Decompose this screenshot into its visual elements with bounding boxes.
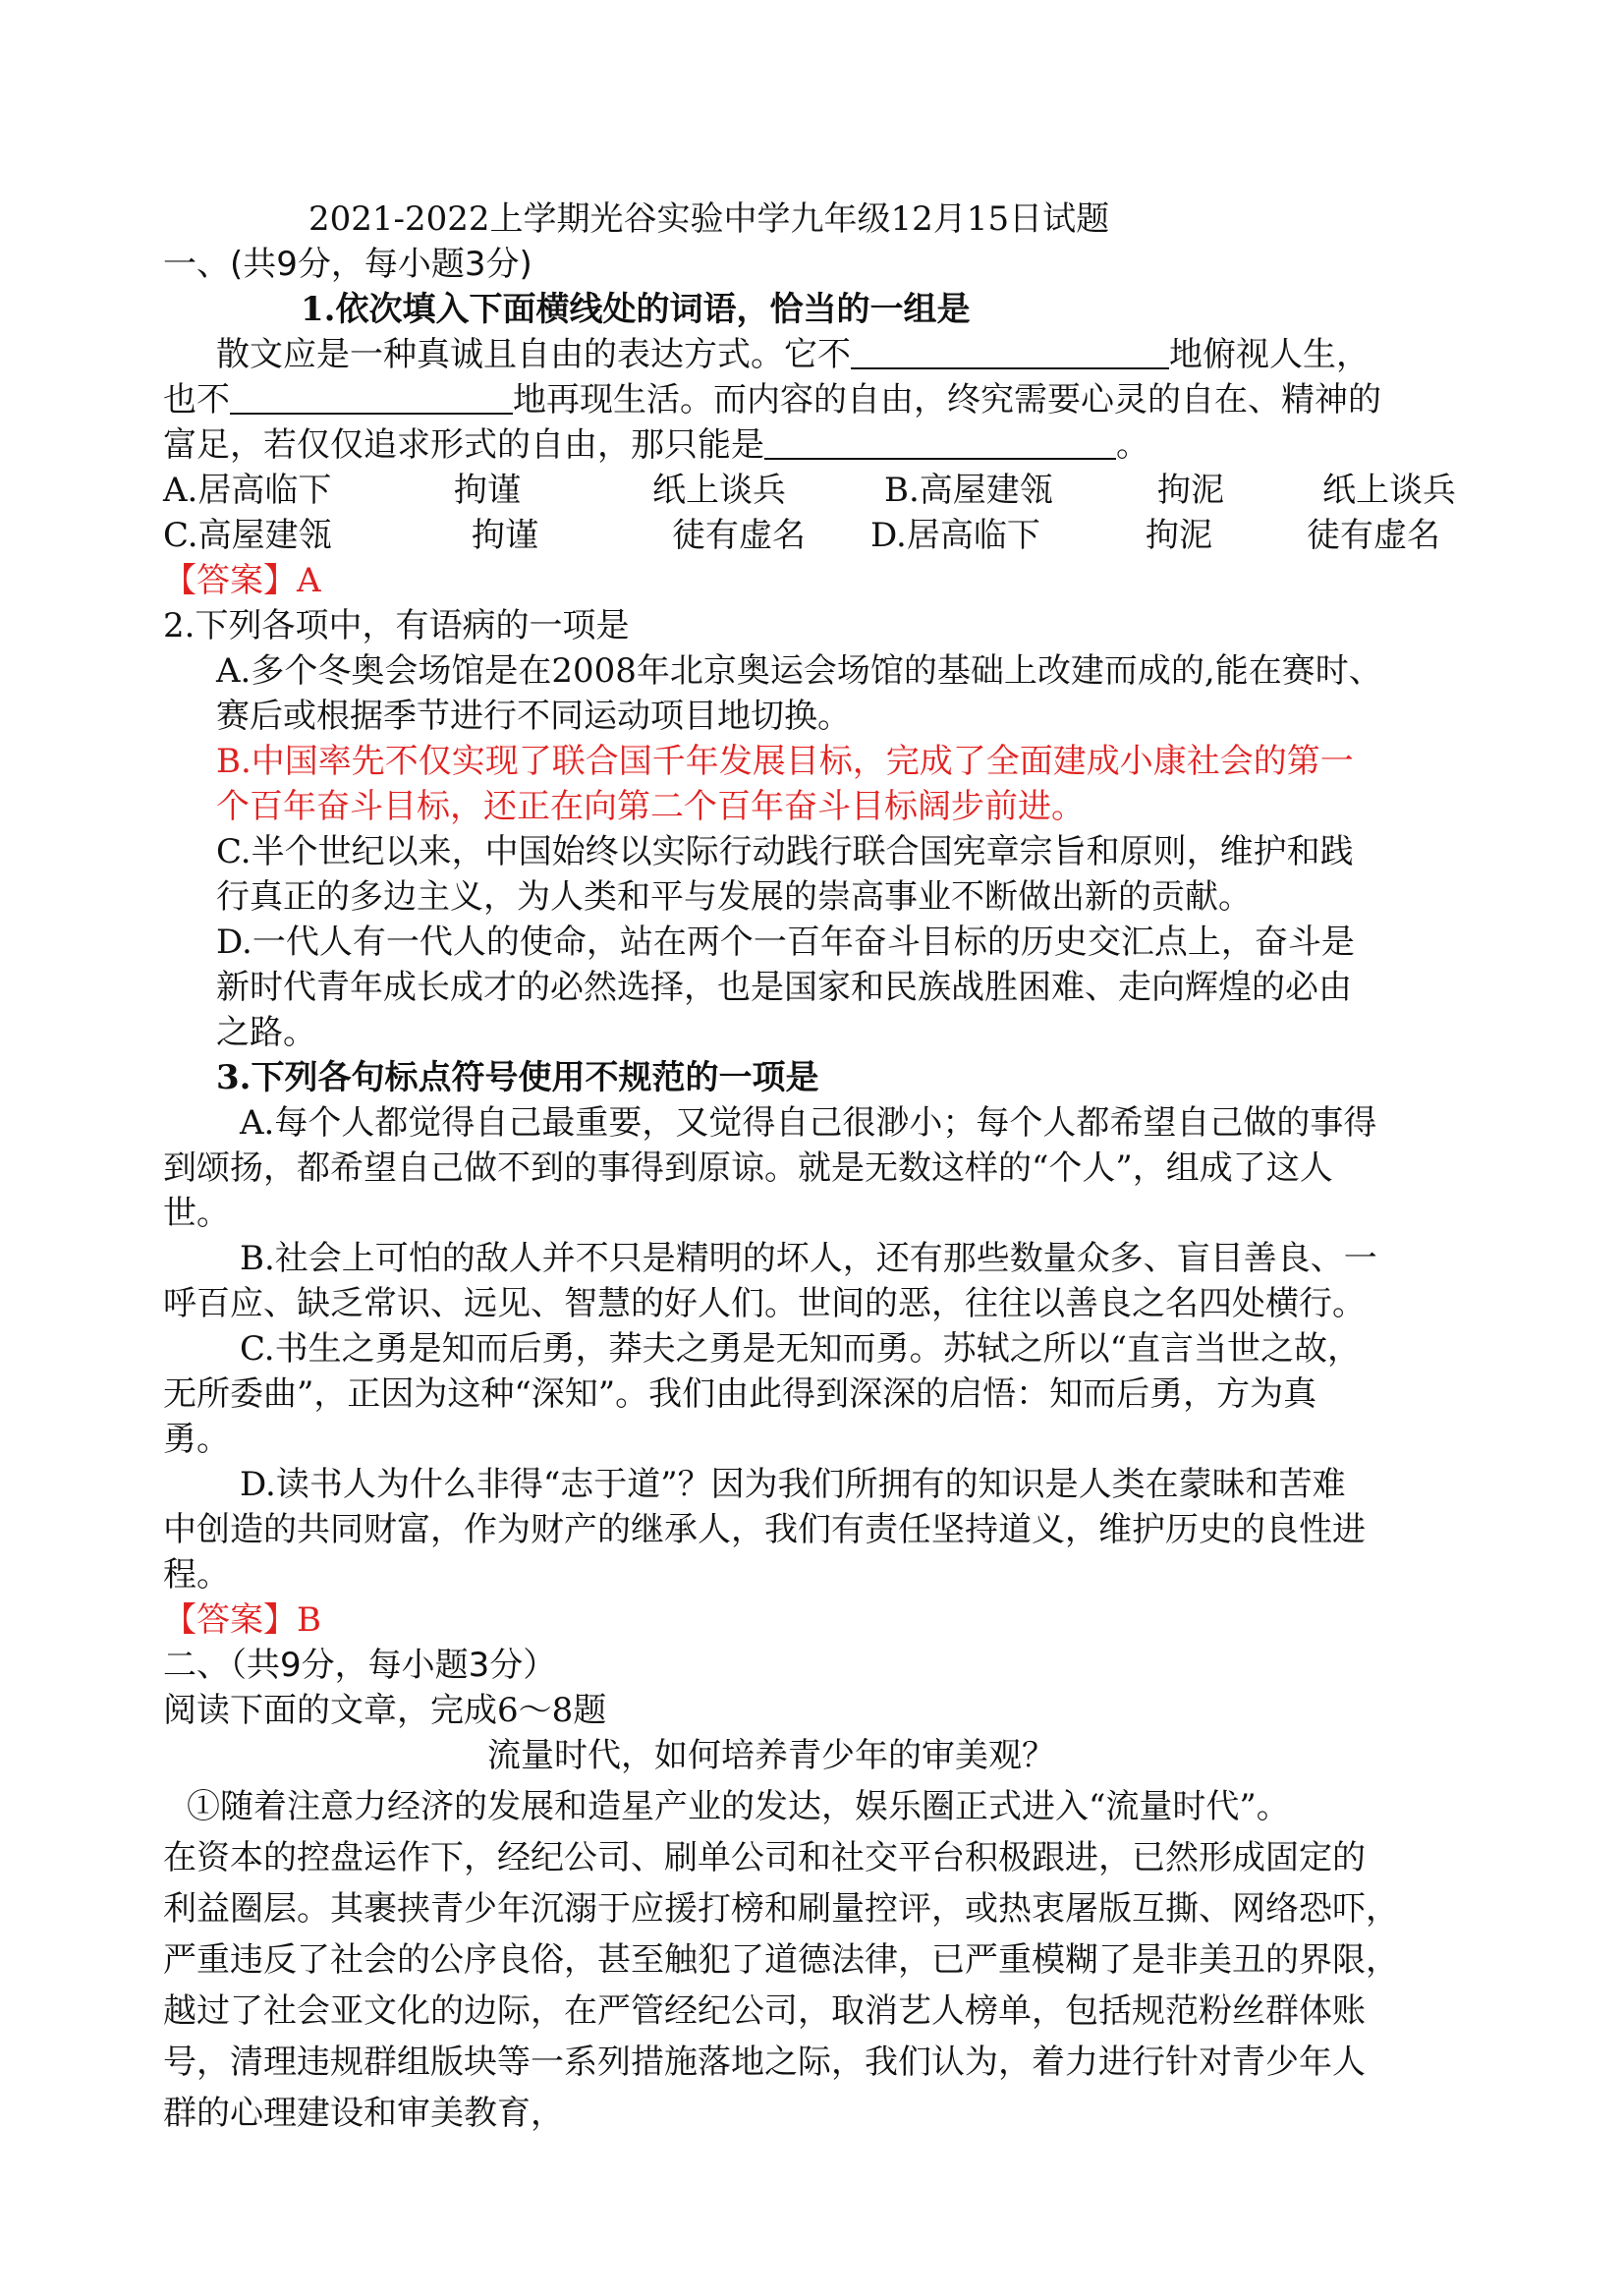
q2-option-a-line: 赛后或根据季节进行不同运动项目地切换。 (216, 697, 851, 736)
q3-option-d-line: 中创造的共同财富，作为财产的继承人，我们有责任坚持道义，维护历史的良性进 (163, 1510, 1366, 1549)
article-line: 越过了社会亚文化的边际，在严管经纪公司，取消艺人榜单，包括规范粉丝群体账 (163, 1991, 1366, 2031)
page-title: 2021-2022上学期光谷实验中学九年级12月15日试题 (308, 199, 1110, 239)
q1-option-c-word-1: C.高屋建瓴 (163, 516, 332, 555)
q2-option-d-line: 新时代青年成长成才的必然选择，也是国家和民族战胜困难、走向辉煌的必由 (216, 968, 1352, 1007)
q2-stem: 2.下列各项中，有语病的一项是 (163, 606, 630, 645)
q1-passage-text: 富足，若仅仅追求形式的自由，那只能是 (163, 425, 764, 465)
q1-blank-1[interactable] (851, 336, 1169, 369)
q1-option-b-word-1: B.高屋建瓴 (884, 471, 1053, 510)
q1-option-a-word-3: 纸上谈兵 (652, 471, 786, 510)
q3-option-b-line: 呼百应、缺乏常识、远见、智慧的好人们。世间的恶，往往以善良之名四处横行。 (163, 1284, 1366, 1323)
q1-passage-text: 地俯视人生， (1169, 335, 1370, 374)
q1-passage-text: 地再现生活。而内容的自由，终究需要心灵的自在、精神的 (513, 380, 1381, 420)
q1-option-c-word-2: 拘谨 (472, 516, 538, 555)
q2-option-b-line: 个百年奋斗目标，还正在向第二个百年奋斗目标阔步前进。 (216, 787, 1085, 826)
q1-passage-line-1 (216, 332, 1370, 377)
section-1-header: 一、(共9分，每小题3分) (163, 245, 532, 284)
q2-option-d-line: D.一代人有一代人的使命，站在两个一百年奋斗目标的历史交汇点上，奋斗是 (216, 923, 1355, 962)
q1-blank-2[interactable] (230, 381, 513, 415)
q1-option-a-word-1: A.居高临下 (163, 471, 332, 510)
q3-option-c-line: 勇。 (163, 1420, 230, 1459)
q3-option-c-line: 无所委曲”，正因为这种“深知”。我们由此得到深深的启悟：知而后勇，方为真 (163, 1374, 1317, 1414)
q1-answer: 【答案】A (163, 561, 321, 600)
q3-option-b-line: B.社会上可怕的敌人并不只是精明的坏人，还有那些数量众多、盲目善良、一 (240, 1239, 1377, 1278)
q1-passage-text: 散文应是一种真诚且自由的表达方式。它不 (216, 335, 851, 374)
article-line: ①随着注意力经济的发展和造星产业的发达，娱乐圈正式进入“流量时代”。 (187, 1787, 1290, 1826)
q1-passage-text: 。 (1116, 425, 1149, 465)
q1-option-b-word-2: 拘泥 (1157, 471, 1224, 510)
q3-option-d-line: D.读书人为什么非得“志于道”？因为我们所拥有的知识是人类在蒙昧和苦难 (240, 1465, 1346, 1504)
article-line: 在资本的控盘运作下，经纪公司、刷单公司和社交平台积极跟进，已然形成固定的 (163, 1838, 1366, 1877)
q2-option-a-line: A.多个冬奥会场馆是在2008年北京奥运会场馆的基础上改建而成的,能在赛时、 (216, 651, 1382, 691)
q1-option-d-word-1: D.居高临下 (870, 516, 1040, 555)
q3-answer: 【答案】B (163, 1600, 321, 1640)
article-line: 利益圈层。其裹挟青少年沉溺于应援打榜和刷量控评，或热衷屠版互撕、网络恐吓， (163, 1889, 1399, 1929)
q2-option-c-line: 行真正的多边主义，为人类和平与发展的崇高事业不断做出新的贡献。 (216, 877, 1252, 917)
article-line: 号，清理违规群组版块等一系列措施落地之际，我们认为，着力进行针对青少年人 (163, 2043, 1366, 2082)
q3-option-d-line: 程。 (163, 1555, 230, 1595)
q3-option-a-line: A.每个人都觉得自己最重要，又觉得自己很渺小；每个人都希望自己做的事得 (240, 1103, 1377, 1143)
q3-option-a-line: 世。 (163, 1194, 230, 1233)
q2-option-d-line: 之路。 (216, 1013, 316, 1052)
q1-option-a-word-2: 拘谨 (454, 471, 521, 510)
q1-stem: 1.依次填入下面横线处的词语，恰当的一组是 (301, 290, 971, 329)
article-line: 群的心理建设和审美教育， (163, 2094, 564, 2133)
q3-option-c-line: C.书生之勇是知而后勇，莽夫之勇是无知而勇。苏轼之所以“直言当世之故， (240, 1329, 1361, 1369)
q1-option-c-word-3: 徒有虚名 (672, 516, 806, 555)
q1-passage-text: 也不 (163, 380, 230, 420)
q1-passage-line-2 (163, 377, 1381, 422)
article-line: 严重违反了社会的公序良俗，甚至触犯了道德法律，已严重模糊了是非美丑的界限， (163, 1940, 1399, 1980)
q1-passage-line-3 (163, 422, 1149, 468)
q3-stem: 3.下列各句标点符号使用不规范的一项是 (216, 1058, 819, 1097)
q2-option-b-line: B.中国率先不仅实现了联合国千年发展目标，完成了全面建成小康社会的第一 (216, 742, 1354, 781)
q1-option-d-word-3: 徒有虚名 (1307, 516, 1440, 555)
q1-option-b-word-3: 纸上谈兵 (1322, 471, 1456, 510)
q2-option-c-line: C.半个世纪以来，中国始终以实际行动践行联合国宪章宗旨和原则，维护和践 (216, 832, 1354, 871)
q1-blank-3[interactable] (764, 426, 1116, 460)
section-2-intro: 阅读下面的文章，完成6～8题 (163, 1691, 607, 1730)
section-2-header: 二、（共9分，每小题3分） (163, 1646, 557, 1685)
q1-option-d-word-2: 拘泥 (1146, 516, 1212, 555)
q3-option-a-line: 到颂扬，都希望自己做不到的事得到原谅。就是无数这样的“个人”，组成了这人 (163, 1148, 1333, 1188)
article-title: 流量时代，如何培养青少年的审美观？ (487, 1736, 1055, 1775)
